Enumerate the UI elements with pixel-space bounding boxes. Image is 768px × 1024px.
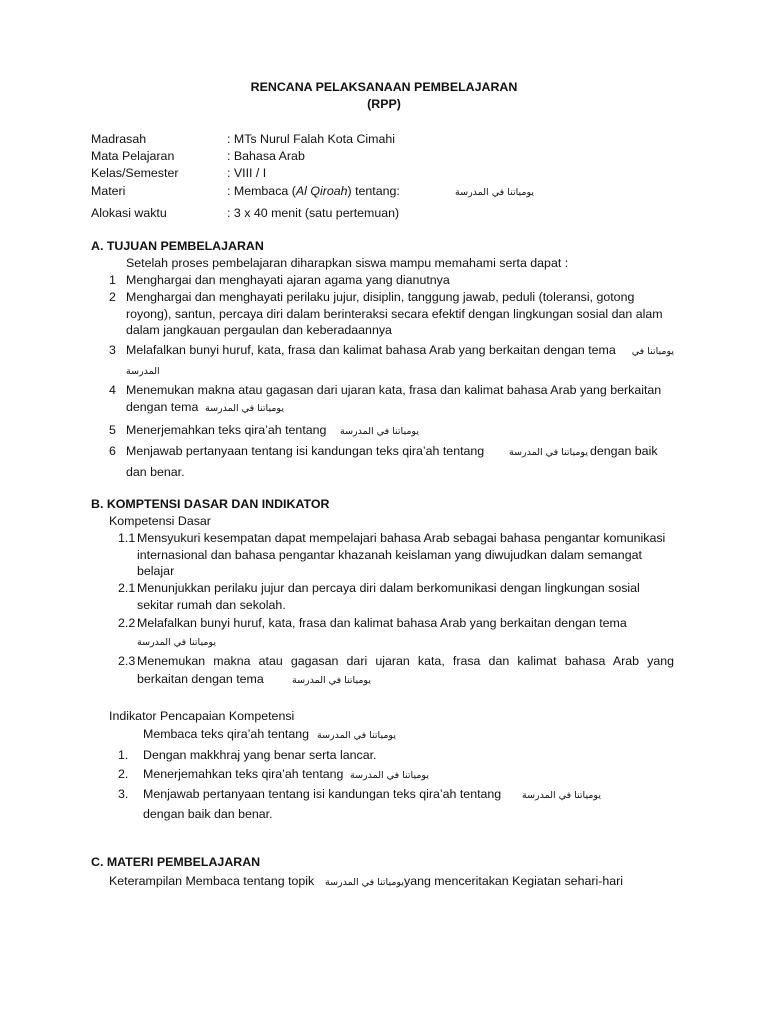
arabic-theme: يومياتنا في المدرسة xyxy=(340,426,419,437)
identity-label: Materi xyxy=(91,184,126,198)
section-heading: A. TUJUAN PEMBELAJARAN xyxy=(91,239,264,253)
indicator-intro: Membaca teks qira’ah tentang xyxy=(143,727,309,741)
section-intro: Setelah proses pembelajaran diharapkan siswa mampu memahami serta dapat : xyxy=(126,256,569,270)
list-number: 2.2 xyxy=(118,616,136,630)
list-item: Menjawab pertanyaan tentang isi kandungan teks qira’ah tentang xyxy=(126,444,485,458)
list-number: 2.3 xyxy=(118,654,136,668)
identity-label: Kelas/Semester xyxy=(91,166,179,180)
arabic-theme: يومياتنا في xyxy=(631,346,674,357)
list-item: Menjawab pertanyaan tentang isi kandungan teks qira’ah tentang xyxy=(143,787,502,801)
list-item: Menghargai dan menghayati perilaku jujur, disiplin, tanggung jawab, peduli (toleransi, gotong xyxy=(126,290,635,304)
subsection-title: Kompetensi Dasar xyxy=(109,514,211,528)
identity-label: Mata Pelajaran xyxy=(91,149,175,163)
list-number: 1.1 xyxy=(118,531,136,545)
list-item: Melafalkan bunyi huruf, kata, frasa dan kalimat bahasa Arab yang berkaitan dengan tema xyxy=(137,616,627,630)
arabic-theme: يومياتنا في المدرسة xyxy=(350,770,429,781)
list-item-continued: dengan baik xyxy=(590,444,658,458)
list-number: 2. xyxy=(118,767,129,781)
list-item-continued: dan benar. xyxy=(126,465,185,479)
list-number: 2 xyxy=(109,290,116,304)
arabic-theme: يومياتنا في المدرسة xyxy=(509,447,588,458)
list-item: Menemukan makna atau gagasan dari ujaran kata, frasa dan kalimat bahasa Arab yang xyxy=(137,654,674,668)
list-item: Mensyukuri kesempatan dapat mempelajari bahasa Arab sebagai bahasa pengantar komunikasi xyxy=(137,531,666,545)
list-item-continued: royong), santun, percaya diri dalam berinteraksi secara efektif dengan lingkungan sosial dan alam xyxy=(126,307,663,321)
arabic-theme: المدرسة xyxy=(126,366,160,377)
identity-value: : Bahasa Arab xyxy=(227,149,305,163)
list-item: Menunjukkan perilaku jujur dan percaya diri dalam berkomunikasi dengan lingkungan sosial xyxy=(137,581,640,595)
list-item-continued: sekitar rumah dan sekolah. xyxy=(137,598,286,612)
subsection-title: Indikator Pencapaian Kompetensi xyxy=(109,709,295,723)
arabic-theme: يومياتنا في المدرسة xyxy=(205,403,284,414)
identity-value: : 3 x 40 menit (satu pertemuan) xyxy=(227,206,400,220)
list-number: 1 xyxy=(109,273,116,287)
list-number: 6 xyxy=(109,444,116,458)
identity-label: Madrasah xyxy=(91,132,147,146)
list-number: 3. xyxy=(118,787,129,801)
list-item: Menghargai dan menghayati ajaran agama yang dianutnya xyxy=(126,273,450,287)
arabic-theme: يومياتنا في المدرسة xyxy=(292,675,371,686)
list-item-continued: internasional dan bahasa pengantar khazanah keislaman yang diwujudkan dalam semangat xyxy=(137,548,642,562)
list-item-continued: berkaitan dengan tema xyxy=(137,672,264,686)
list-number: 1. xyxy=(118,748,129,762)
material-text: Keterampilan Membaca tentang topik xyxy=(109,874,315,888)
list-item-continued: dalam jangkauan pergaulan dan keberadaannya xyxy=(126,323,392,337)
list-item: Melafalkan bunyi huruf, kata, frasa dan kalimat bahasa Arab yang berkaitan dengan tema xyxy=(126,343,616,357)
list-item: Menemukan makna atau gagasan dari ujaran kata, frasa dan kalimat bahasa Arab yang berkaitan xyxy=(126,383,662,397)
identity-value: : VIII / I xyxy=(227,166,267,180)
arabic-theme: يومياتنا في المدرسة xyxy=(137,637,216,648)
arabic-theme: يومياتنا في المدرسة xyxy=(455,187,534,198)
list-item: Menerjemahkan teks qira’ah tentang xyxy=(143,767,344,781)
section-heading: C. MATERI PEMBELAJARAN xyxy=(91,855,261,869)
list-number: 2.1 xyxy=(118,581,136,595)
document-subtitle: (RPP) xyxy=(367,97,401,111)
list-item-continued: belajar xyxy=(137,564,175,578)
material-text: yang menceritakan Kegiatan sehari-hari xyxy=(404,874,624,888)
list-item-continued: dengan baik dan benar. xyxy=(143,807,273,821)
identity-label: Alokasi waktu xyxy=(91,206,167,220)
list-item: Dengan makkhraj yang benar serta lancar. xyxy=(143,748,377,762)
arabic-theme: يومياتنا في المدرسة xyxy=(325,877,404,888)
list-number: 3 xyxy=(109,343,116,357)
document-title: RENCANA PELAKSANAAN PEMBELAJARAN xyxy=(250,80,518,94)
list-item: Menerjemahkan teks qira’ah tentang xyxy=(126,423,327,437)
arabic-theme: يومياتنا في المدرسة xyxy=(522,790,601,801)
identity-value: : MTs Nurul Falah Kota Cimahi xyxy=(227,132,396,146)
list-number: 4 xyxy=(109,383,116,397)
list-number: 5 xyxy=(109,423,116,437)
section-heading: B. KOMPTENSI DASAR DAN INDIKATOR xyxy=(91,497,330,511)
identity-value: : Membaca (Al Qiroah) tentang: xyxy=(227,184,400,198)
list-item-continued: dengan tema xyxy=(126,400,199,414)
arabic-theme: يومياتنا في المدرسة xyxy=(317,730,396,741)
